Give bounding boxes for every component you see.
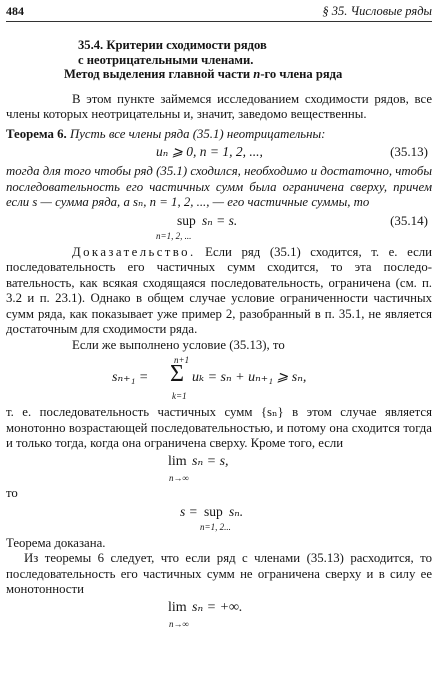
sup-subscript: n=1, 2, ... — [156, 230, 192, 241]
title-line-3-pre: Метод выделения главной части — [64, 67, 254, 81]
divergence-limit-body: sₙ = +∞. — [192, 599, 243, 615]
running-title: § 35. Числовые ряды — [322, 4, 432, 18]
sup-equation — [6, 502, 432, 536]
title-line-3-post: -го члена ряда — [260, 67, 343, 81]
sup-subscript-2: n=1, 2... — [200, 521, 231, 532]
theorem-label: Теорема 6. — [6, 126, 67, 141]
equation-35-13 — [6, 142, 432, 164]
limit-equation — [6, 452, 432, 486]
proof-label: Доказательство. — [72, 244, 196, 259]
lim-operator: lim — [168, 453, 187, 469]
proof-end: Теорема доказана. — [6, 535, 106, 550]
proof-text-1: Если ряд (35.1) сходится, т. е. если последовательность его частичных сумм сходится, то эта последовательность, как всякая сходящаяся последовательность, ограничена (см. п. 3.2 и п. 23.1). Однако в общем случае условие ограниченности частичных сумм ряда, как показывает уже пример 2, разобранный в п. 35.1, не является достаточным для сходимости ряда. — [6, 244, 432, 336]
theorem-statement — [6, 127, 432, 143]
section-title-line-1: 35.4. Критерии сходимости рядов — [78, 38, 267, 52]
proof-paragraph-3: т. е. последовательность частичных сумм {sₙ} в этом случае является монотонно возрастающей последовательностью, и потому она сходится тогда и только тогда, когда она ограничена сверху. Кроме того, если — [6, 405, 432, 450]
divergence-limit-equation — [6, 598, 432, 632]
equation-35-14-body: sₙ = s. — [202, 212, 238, 228]
page-body — [6, 38, 432, 632]
then-word: то — [6, 485, 18, 500]
proof-paragraph-2: Если же выполнено условие (35.13), то — [72, 337, 285, 352]
lim-subscript: n→∞ — [169, 472, 189, 483]
partial-sum-equation — [6, 353, 432, 405]
header-rule — [6, 21, 432, 22]
section-title-line-2: с неотрицательными членами. — [78, 52, 254, 67]
section-title — [64, 38, 432, 82]
theorem-condition: тогда для того чтобы ряд (35.1) сходился, необходимо и достаточно, чтобы последовательность его частичных сумм была ограничена сверху, причем если s — сумма ряда, а sₙ, n = 1, 2, ..., — его частичные суммы, то — [6, 164, 432, 209]
sup-operator: sup — [177, 212, 196, 228]
sup-equation-lhs: s = — [180, 503, 198, 519]
lim-operator-2: lim — [168, 599, 187, 615]
title-line-3-n: n — [253, 67, 261, 81]
sup-operator-2: sup — [204, 503, 223, 519]
sup-equation-rhs: sₙ. — [229, 503, 244, 519]
sigma-symbol: Σ — [170, 361, 184, 387]
equation-35-13-tag: (35.13) — [390, 144, 428, 159]
sum-lhs: sₙ₊₁ = — [112, 370, 149, 385]
proof-paragraph-1 — [6, 245, 432, 338]
sum-rhs: uₖ = sₙ + uₙ₊₁ ⩾ sₙ, — [192, 370, 307, 385]
section-title-line-3 — [64, 67, 432, 82]
lim-subscript-2: n→∞ — [169, 618, 189, 629]
theorem-text: Пусть все члены ряда (35.1) неотрицательны: — [69, 126, 326, 141]
sum-upper-limit: n+1 — [174, 355, 190, 365]
equation-35-13-body: uₙ ⩾ 0, n = 1, 2, ..., — [156, 144, 263, 159]
page-number: 484 — [6, 4, 24, 18]
limit-equation-body: sₙ = s, — [192, 453, 229, 469]
sum-lower-limit: k=1 — [172, 391, 187, 401]
intro-paragraph: В этом пункте займемся исследованием сходимости рядов, все члены которых неотрицательны и, значит, заведомо вещественны. — [6, 91, 432, 121]
running-header — [6, 4, 432, 20]
equation-35-14-tag: (35.14) — [390, 212, 428, 228]
corollary-paragraph: Из теоремы 6 следует, что если ряд с членами (35.13) расходится, то последовательность его частичных сумм не ограничена сверху и в силу ее монотонности — [6, 551, 432, 596]
equation-35-14 — [6, 211, 432, 245]
